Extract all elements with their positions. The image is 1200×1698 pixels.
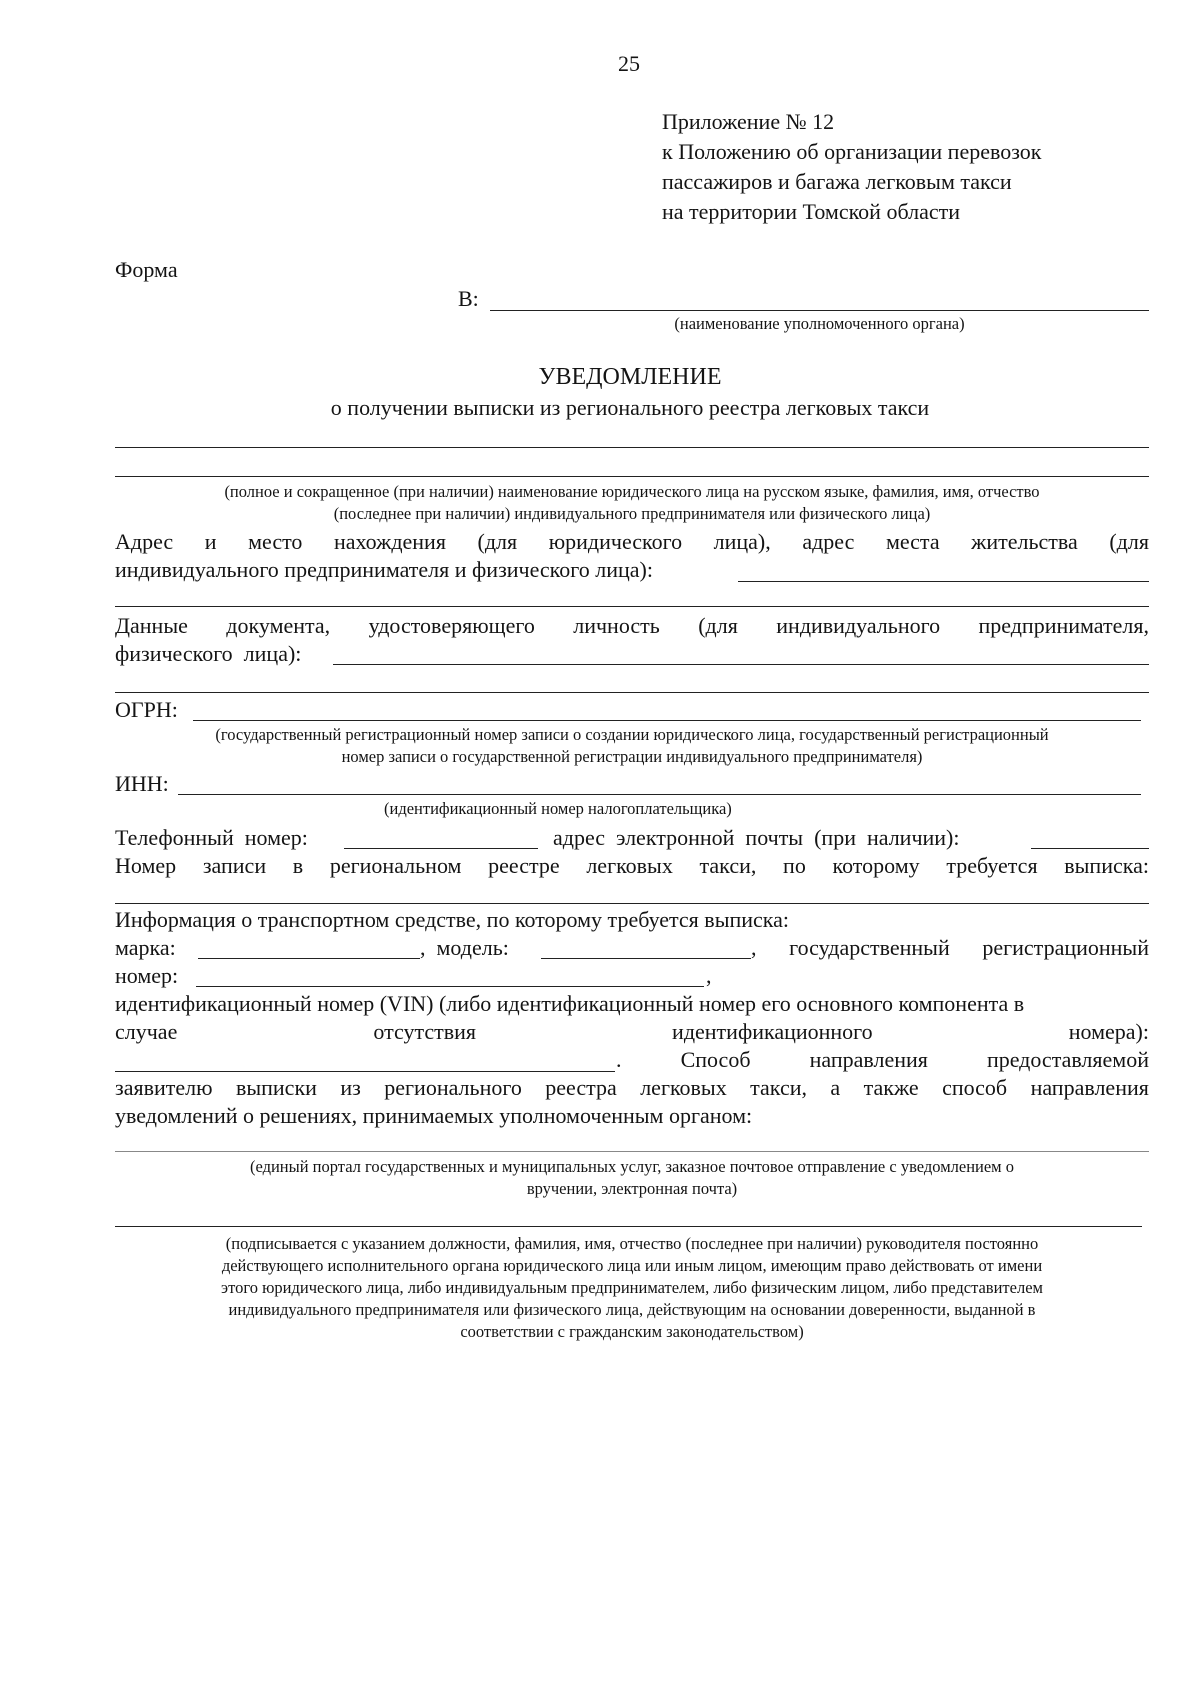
name-field-1[interactable] xyxy=(115,447,1149,448)
vin-line-2: случае отсутствия идентификационного номера): xyxy=(115,1019,1149,1044)
sign-hint-2: действующего исполнительного органа юридического лица или иным лицом, имеющим право действовать от имени xyxy=(221,1256,1043,1275)
document-title: УВЕДОМЛЕНИЕ xyxy=(538,364,722,390)
appendix-line-3: пассажиров и багажа легковым такси xyxy=(662,169,1012,194)
model-label: , модель: xyxy=(420,935,509,960)
ogrn-field[interactable] xyxy=(193,720,1141,721)
to-hint: (наименование уполномоченного органа) xyxy=(674,314,965,333)
number-field[interactable] xyxy=(196,986,704,987)
phone-field[interactable] xyxy=(344,848,538,849)
form-label: Форма xyxy=(115,257,178,282)
method-line-1: . Способ направления предоставляемой xyxy=(616,1047,1149,1072)
id-doc-field-2[interactable] xyxy=(115,692,1149,693)
number-comma: , xyxy=(706,963,712,988)
method-hint-2: вручении, электронная почта) xyxy=(526,1179,738,1198)
record-line: Номер записи в региональном реестре легковых такси, по которому требуется выписка: xyxy=(115,853,1149,878)
email-label: адрес электронной почты (при наличии): xyxy=(553,825,960,850)
inn-field[interactable] xyxy=(178,794,1141,795)
method-hint-1: (единый портал государственных и муниципальных услуг, заказное почтовое отправление с уведомлением о xyxy=(249,1157,1015,1176)
to-field[interactable] xyxy=(490,310,1149,311)
to-label: В: xyxy=(458,286,479,311)
address-field-1[interactable] xyxy=(738,581,1149,582)
sign-hint-3: этого юридического лица, либо индивидуальным предпринимателем, либо физическим лицом, либо представителем xyxy=(221,1278,1043,1297)
appendix-line-2: к Положению об организации перевозок xyxy=(662,139,1042,164)
ogrn-hint-2: номер записи о государственной регистрации индивидуального предпринимателя) xyxy=(341,747,923,766)
brand-field[interactable] xyxy=(198,958,420,959)
inn-hint: (идентификационный номер налогоплательщика) xyxy=(384,799,732,818)
inn-label: ИНН: xyxy=(115,771,169,796)
appendix-line-4: на территории Томской области xyxy=(662,199,960,224)
phone-label: Телефонный номер: xyxy=(115,825,308,850)
id-doc-line-1: Данные документа, удостоверяющего личность (для индивидуального предпринимателя, xyxy=(115,613,1149,638)
signature-field[interactable] xyxy=(115,1226,1142,1227)
model-field[interactable] xyxy=(541,958,751,959)
method-line-2: заявителю выписки из регионального реестра легковых такси, а также способ направления xyxy=(115,1075,1149,1100)
method-line-3: уведомлений о решениях, принимаемых уполномоченным органом: xyxy=(115,1103,753,1128)
ogrn-hint-1: (государственный регистрационный номер записи о создании юридического лица, государственный регистрационный xyxy=(215,725,1049,744)
method-field[interactable] xyxy=(115,1151,1149,1152)
record-field[interactable] xyxy=(115,903,1149,904)
vehicle-info-label: Информация о транспортном средстве, по которому требуется выписка: xyxy=(115,907,790,932)
appendix-line-1: Приложение № 12 xyxy=(662,109,835,134)
vin-field[interactable] xyxy=(115,1071,615,1072)
sign-hint-4: индивидуального предпринимателя или физического лица, действующим на основании доверенности, выданной в xyxy=(228,1300,1036,1319)
sign-hint-5: соответствии с гражданским законодательством) xyxy=(460,1322,804,1341)
brand-label: марка: xyxy=(115,935,176,960)
vin-line-1: идентификационный номер (VIN) (либо идентификационный номер его основного компонента в xyxy=(115,991,1025,1016)
ogrn-label: ОГРН: xyxy=(115,697,178,722)
name-field-2[interactable] xyxy=(115,476,1149,477)
sign-hint-1: (подписывается с указанием должности, фамилия, имя, отчество (последнее при наличии) руководителя постоянно xyxy=(225,1234,1039,1253)
id-doc-field-1[interactable] xyxy=(333,664,1149,665)
state-number-label: , государственный регистрационный xyxy=(751,935,1149,960)
address-field-2[interactable] xyxy=(115,606,1149,607)
document-subtitle: о получении выписки из регионального реестра легковых такси xyxy=(330,395,930,420)
name-hint-2: (последнее при наличии) индивидуального предпринимателя или физического лица) xyxy=(333,504,931,523)
address-line-2: индивидуального предпринимателя и физического лица): xyxy=(115,557,653,582)
page-number: 25 xyxy=(618,51,640,76)
address-line-1: Адрес и место нахождения (для юридического лица), адрес места жительства (для xyxy=(115,529,1149,554)
id-doc-line-2: физического лица): xyxy=(115,641,302,666)
email-field[interactable] xyxy=(1031,848,1149,849)
name-hint-1: (полное и сокращенное (при наличии) наименование юридического лица на русском языке, фамилия, имя, отчество xyxy=(224,482,1040,501)
number-label: номер: xyxy=(115,963,179,988)
